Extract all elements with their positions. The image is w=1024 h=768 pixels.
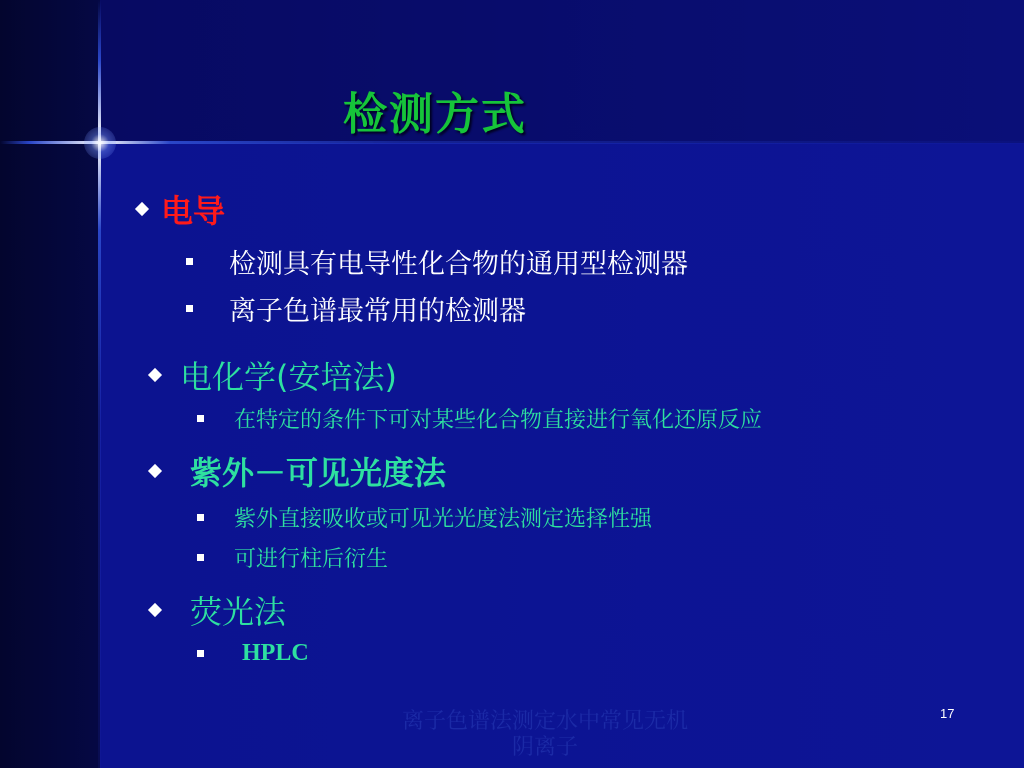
list-item-text: 检测具有电导性化合物的通用型检测器 bbox=[229, 249, 688, 280]
diamond-bullet-icon bbox=[148, 603, 162, 617]
square-bullet-icon bbox=[197, 554, 204, 561]
list-item bbox=[197, 403, 762, 434]
list-item bbox=[186, 289, 526, 328]
list-item bbox=[197, 502, 652, 533]
square-bullet-icon bbox=[197, 514, 204, 521]
slide-title: 检测方式 bbox=[343, 89, 527, 140]
section-fluorescence bbox=[150, 587, 286, 633]
section-heading: 电化学(安培法) bbox=[180, 358, 397, 396]
left-strip bbox=[0, 0, 100, 768]
diamond-bullet-icon bbox=[148, 368, 162, 382]
diamond-bullet-icon bbox=[148, 464, 162, 478]
section-uv-vis bbox=[150, 448, 446, 494]
star-sparkle-icon bbox=[84, 127, 116, 159]
list-item-text: 紫外直接吸收或可见光光度法测定选择性强 bbox=[234, 507, 653, 532]
list-item-text: 可进行柱后衍生 bbox=[234, 547, 389, 572]
section-heading: 紫外－可见光度法 bbox=[190, 454, 447, 492]
square-bullet-icon bbox=[197, 415, 204, 422]
list-item-text: 在特定的条件下可对某些化合物直接进行氧化还原反应 bbox=[234, 408, 763, 433]
list-item-text: 离子色谱最常用的检测器 bbox=[229, 296, 526, 327]
diamond-bullet-icon bbox=[135, 202, 149, 216]
section-electrochemistry bbox=[150, 352, 397, 398]
list-item bbox=[197, 542, 388, 573]
list-item bbox=[186, 242, 688, 281]
list-item-text: HPLC bbox=[242, 640, 309, 666]
decor-vertical-line bbox=[98, 0, 101, 768]
square-bullet-icon bbox=[186, 305, 193, 312]
list-item bbox=[197, 640, 309, 667]
section-heading: 电导 bbox=[161, 192, 226, 230]
page-number: 17 bbox=[940, 706, 955, 721]
footer-text: 离子色谱法测定水中常见无机阴离子 bbox=[401, 708, 688, 759]
square-bullet-icon bbox=[186, 258, 193, 265]
section-heading: 荧光法 bbox=[190, 593, 287, 631]
square-bullet-icon bbox=[197, 650, 204, 657]
section-conductivity bbox=[137, 186, 225, 232]
